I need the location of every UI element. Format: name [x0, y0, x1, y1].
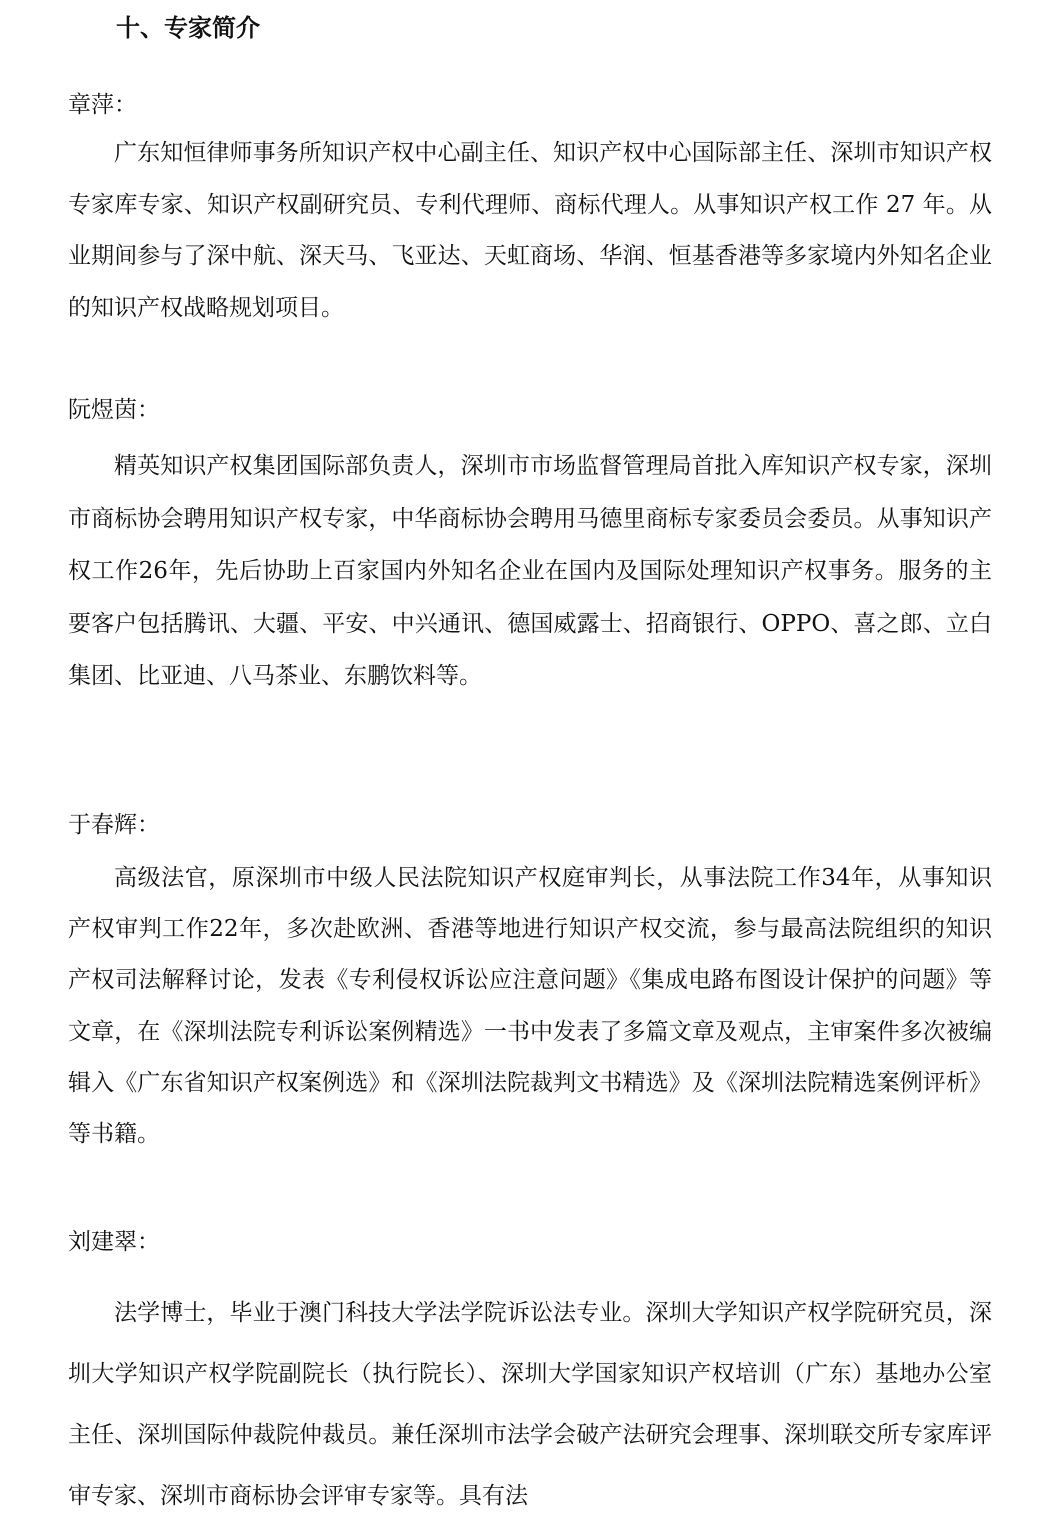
expert-bio-ruan-yuyin: 精英知识产权集团国际部负责人，深圳市市场监督管理局首批入库知识产权专家，深圳市商标协会聘用知识产权专家，中华商标协会聘用马德里商标专家委员会委员。从事知识产权工作26年，先后协助上百家国内外知名企业在国内及国际处理知识产权事务。服务的主要客户包括腾讯、大疆、平安、中兴通讯、德国威露士、招商银行、OPPO、喜之郎、立白集团、比亚迪、八马茶业、东鹏饮料等。 [68, 453, 992, 689]
expert-name-yu-chunhui: 于春辉： [68, 812, 160, 838]
expert-bio-liu-jiancui: 法学博士，毕业于澳门科技大学法学院诉讼法专业。深圳大学知识产权学院研究员，深圳大学知识产权学院副院长（执行院长）、深圳大学国家知识产权培训（广东）基地办公室主任、深圳国际仲裁院仲裁员。兼任深圳市法学会破产法研究会理事、深圳联交所专家库评审专家、深圳市商标协会评审专家等。具有法 [68, 1300, 992, 1509]
expert-bio-zhang-ping: 广东知恒律师事务所知识产权中心副主任、知识产权中心国际部主任、深圳市知识产权专家库专家、知识产权副研究员、专利代理师、商标代理人。从事知识产权工作 27 年。从业期间参与了深中航、深天马、飞亚达、天虹商场、华润、恒基香港等多家境内外知名企业的知识产权战略规划项目。 [68, 140, 992, 321]
expert-name-liu-jiancui: 刘建翠： [68, 1229, 160, 1255]
section-title: 十、专家简介 [116, 14, 260, 42]
expert-name-ruan-yuyin: 阮煜茵： [68, 397, 160, 423]
expert-name-zhang-ping: 章萍： [68, 92, 137, 118]
expert-bio-yu-chunhui: 高级法官，原深圳市中级人民法院知识产权庭审判长，从事法院工作34年，从事知识产权审判工作22年，多次赴欧洲、香港等地进行知识产权交流，参与最高法院组织的知识产权司法解释讨论，发表《专利侵权诉讼应注意问题》《集成电路布图设计保护的问题》等文章，在《深圳法院专利诉讼案例精选》一书中发表了多篇文章及观点，主审案件多次被编辑入《广东省知识产权案例选》和《深圳法院裁判文书精选》及《深圳法院精选案例评析》等书籍。 [68, 865, 992, 1148]
